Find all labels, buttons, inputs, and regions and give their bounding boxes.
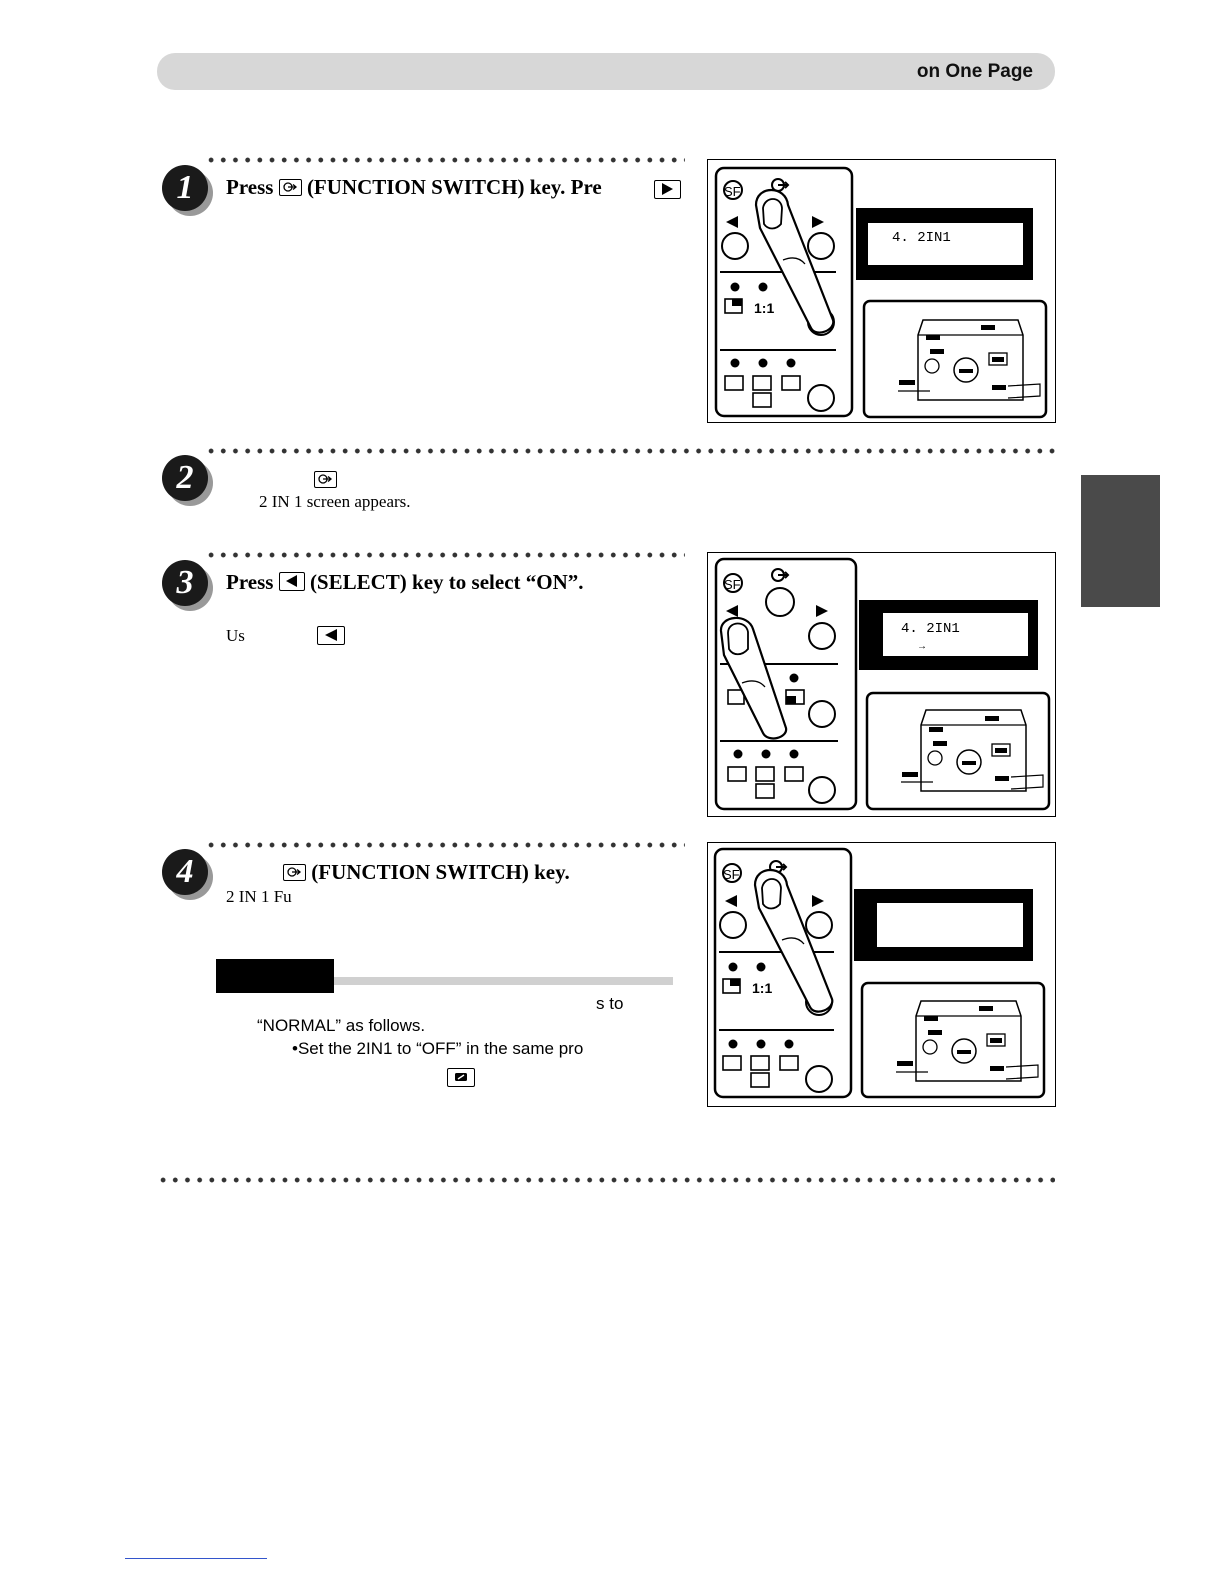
step-4-description: 2 IN 1 Fu [226, 887, 292, 906]
svg-text:SF: SF [723, 867, 740, 882]
reset-key-icon [447, 1068, 475, 1087]
note-line-3: •Set the 2IN1 to “OFF” in the same pro [292, 1039, 584, 1058]
step-4-divider [205, 842, 685, 848]
select-left-key-icon [279, 572, 305, 591]
note-rule [334, 977, 673, 985]
note-line-1: s to [596, 994, 624, 1013]
svg-text:1:1: 1:1 [754, 300, 775, 316]
function-switch-key-icon [279, 179, 302, 196]
svg-text:4. 2IN1: 4. 2IN1 [901, 621, 960, 637]
step-1-text-after: (FUNCTION SWITCH) key. Pre [306, 175, 602, 199]
control-panel-illustration-1 [708, 160, 1054, 421]
step-1-text-before: Press [226, 175, 274, 199]
page-title: on One Page [916, 61, 1033, 82]
figure-step-1 [707, 159, 1056, 423]
chapter-tab [1081, 475, 1160, 607]
svg-text:4. 2IN1: 4. 2IN1 [892, 230, 951, 246]
note-line-2: “NORMAL” as follows. [257, 1016, 426, 1035]
step-1-badge: 1 [162, 165, 208, 211]
svg-text:SF: SF [724, 577, 741, 592]
step-3-description: Us [226, 626, 245, 645]
step-3-divider [205, 552, 685, 558]
footer-link-underline[interactable] [125, 1558, 267, 1559]
step-3-text-before: Press [226, 570, 274, 594]
svg-text:→: → [917, 641, 927, 652]
step-4-badge: 4 [162, 849, 208, 895]
header-bar [157, 53, 1055, 90]
figure-step-4 [707, 842, 1056, 1107]
step-3-instruction [226, 570, 584, 595]
step-2-badge: 2 [162, 455, 208, 501]
function-switch-key-icon [283, 864, 306, 881]
figure-step-3 [707, 552, 1056, 817]
step-3-text-after: (SELECT) key to select “ON”. [309, 570, 584, 594]
sf-icon: SF [724, 184, 741, 199]
left-arrow-key-icon [317, 626, 345, 645]
right-arrow-key-icon [654, 180, 681, 199]
step-3-badge: 3 [162, 560, 208, 606]
bottom-divider [157, 1177, 1055, 1183]
function-switch-key-icon [314, 471, 337, 488]
control-panel-illustration-4 [708, 843, 1054, 1105]
step-2-divider [205, 448, 1055, 454]
step-4-instruction [283, 860, 570, 885]
step-2-description: 2 IN 1 screen appears. [259, 492, 411, 511]
step-1-divider [205, 157, 685, 163]
control-panel-illustration-3 [708, 553, 1054, 815]
note-label [216, 959, 334, 993]
step-4-text-after: (FUNCTION SWITCH) key. [311, 860, 570, 884]
svg-text:1:1: 1:1 [752, 980, 773, 996]
step-1-instruction [226, 175, 602, 200]
